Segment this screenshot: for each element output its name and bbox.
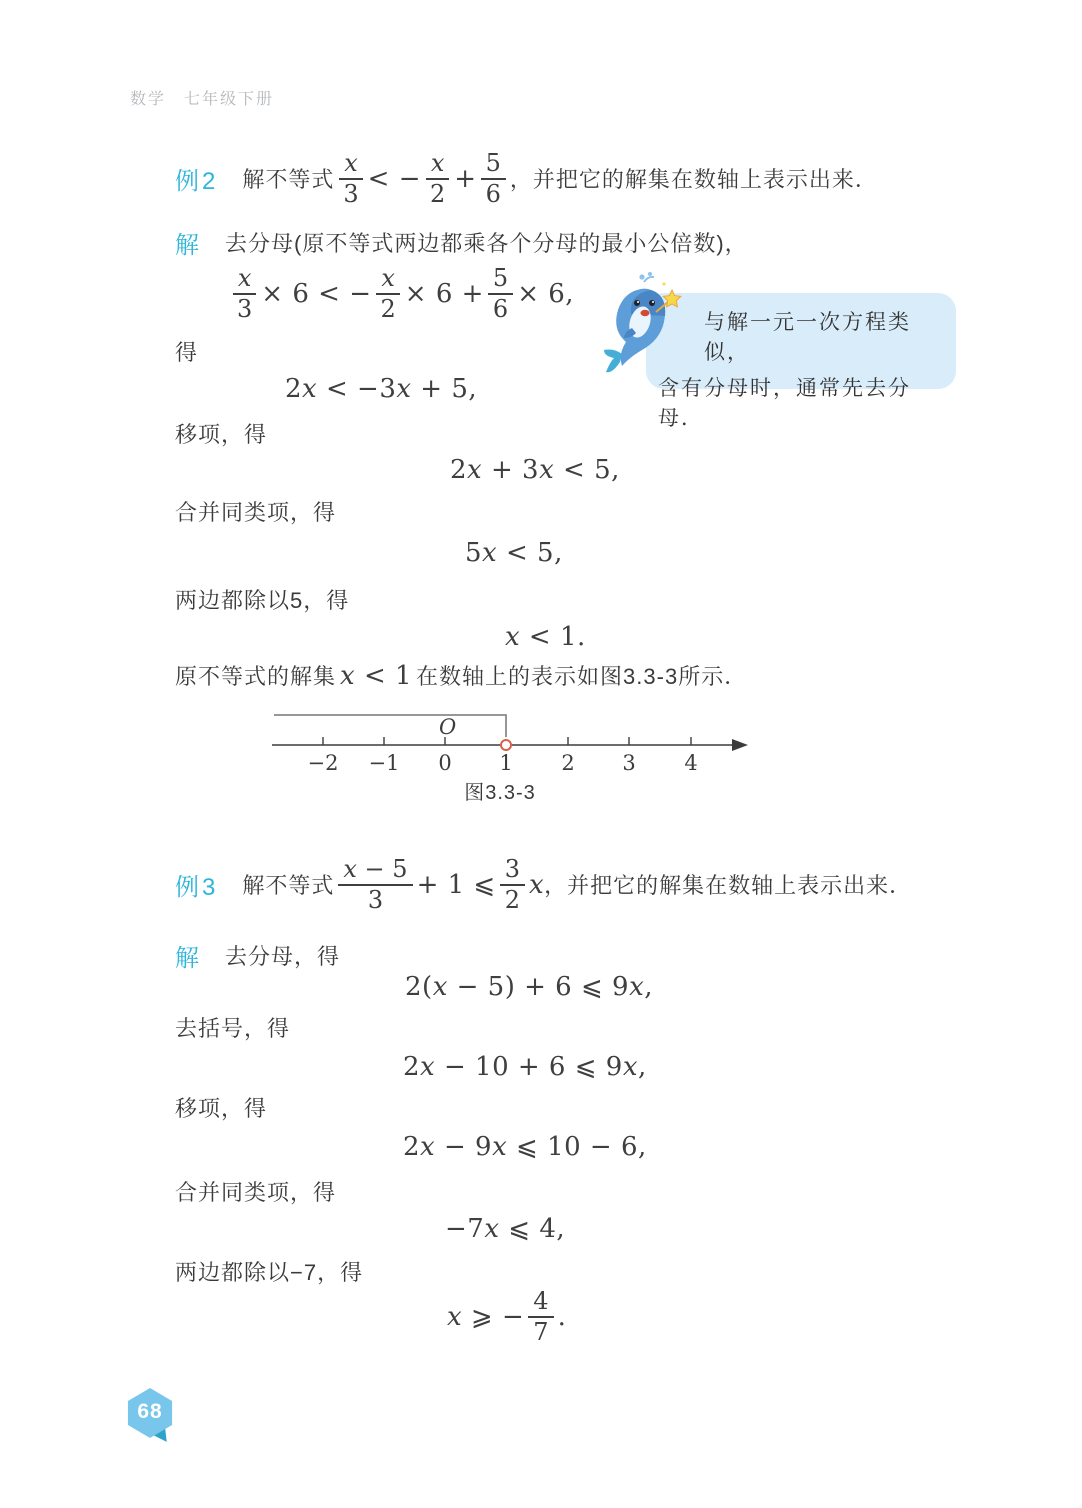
operator-plus1-leq: + 1 ⩽ (416, 869, 496, 900)
tick-label: 4 (684, 751, 698, 775)
eq-segment: × 6, (517, 278, 575, 309)
example3-label: 例3 (175, 874, 219, 902)
example2-step-combine: 合并同类项，得 (175, 500, 337, 525)
example3-problem-suffix: ，并把它的解集在数轴上表示出来． (544, 873, 913, 899)
example3-eq5: x ⩾ − $\frac{4}{7}$ . (447, 1287, 567, 1346)
axis-arrowhead (732, 739, 748, 751)
example3-step-defrac: 去分母，得 (225, 944, 341, 969)
example2-step-defrac: 去分母(原不等式两边都乘各个分母的最小公倍数)， (225, 231, 748, 256)
example2-problem-prefix: 解不等式 (242, 167, 335, 193)
tick-label: 2 (561, 751, 575, 775)
example3-eq3: 2x − 9x ⩽ 10 − 6, (403, 1132, 647, 1162)
example2-problem-suffix: ，并把它的解集在数轴上表示出来． (509, 167, 878, 193)
tick-label: −1 (368, 751, 400, 775)
example2-eq3: 2x + 3x < 5, (450, 455, 620, 485)
example2-conclusion: 原不等式的解集 x < 1 在数轴上的表示如图3.3-3所示． (175, 660, 748, 691)
example3-eq2: 2x − 10 + 6 ⩽ 9x, (403, 1052, 647, 1082)
example2-step-divide: 两边都除以5，得 (175, 588, 350, 613)
page-number: 68 (137, 1400, 163, 1423)
example3-problem-prefix: 解不等式 (242, 873, 335, 899)
operator-plus: + (454, 163, 477, 194)
fraction-x-over-2: $\frac{x}{2}$ (425, 150, 450, 208)
example3-eq4: −7x ⩽ 4, (445, 1214, 566, 1244)
tick-label: 1 (499, 751, 513, 775)
page-number-badge (126, 1388, 174, 1438)
example2-title (175, 150, 878, 208)
fraction-5-over-6: $\frac{5}{6}$ (481, 150, 506, 208)
figure-caption: 图3.3-3 (464, 782, 536, 804)
number-line-figure (266, 700, 816, 778)
dolphin-mascot-icon (604, 270, 688, 378)
example2-eq5: x < 1. (505, 622, 586, 652)
solution-ray (274, 715, 506, 737)
solve-label: 解 (175, 945, 199, 972)
example3-step-combine: 合并同类项，得 (175, 1180, 337, 1205)
example3-step-bracket: 去括号，得 (175, 1016, 291, 1041)
fraction-5-over-6: $\frac{5}{6}$ (488, 265, 513, 323)
tick-label: −2 (307, 751, 339, 775)
example2-eq2: 2x < −3x + 5, (285, 374, 478, 404)
fraction-4-over-7: $\frac{4}{7}$ (528, 1288, 553, 1346)
hint-line-2: 含有分母时，通常先去分母． (658, 376, 911, 430)
tick-label: 0 (438, 751, 452, 775)
example2-eq-multiply (228, 265, 574, 323)
variable-x: x (529, 869, 545, 900)
example2-label: 例2 (175, 168, 219, 196)
example2-solve-line (175, 225, 748, 260)
fraction-x-minus-5-over-3: $\frac{x - 5}{3}$ (338, 856, 412, 914)
example2-step-move: 移项，得 (175, 422, 268, 447)
eq-segment: × 6 + (404, 278, 484, 309)
eq-segment: × 6 < − (261, 278, 372, 309)
example3-step-move: 移项，得 (175, 1096, 268, 1121)
fraction-x-over-3: $\frac{x}{3}$ (232, 265, 257, 323)
solve-label: 解 (175, 232, 199, 259)
example3-solve-line (175, 938, 340, 973)
open-circle-at-1 (501, 740, 511, 750)
fraction-x-over-3: $\frac{x}{3}$ (338, 150, 363, 208)
tick-label: 3 (622, 751, 636, 775)
hint-line-1: 与解一元一次方程类似， (704, 310, 911, 364)
example3-eq1: 2(x − 5) + 6 ⩽ 9x, (405, 972, 654, 1002)
fraction-x-over-2: $\frac{x}{2}$ (375, 265, 400, 323)
example2-eq4: 5x < 5, (465, 538, 563, 568)
example3-step-divide: 两边都除以−7，得 (175, 1260, 364, 1285)
example2-get-line: 得 (175, 340, 199, 365)
hint-speech-bubble (646, 293, 956, 430)
example3-title (175, 856, 912, 914)
origin-label: O (439, 715, 457, 739)
page-header: 数学 七年级下册 (130, 91, 275, 108)
fraction-3-over-2: $\frac{3}{2}$ (500, 856, 525, 914)
operator-lt-minus: < − (367, 163, 421, 194)
